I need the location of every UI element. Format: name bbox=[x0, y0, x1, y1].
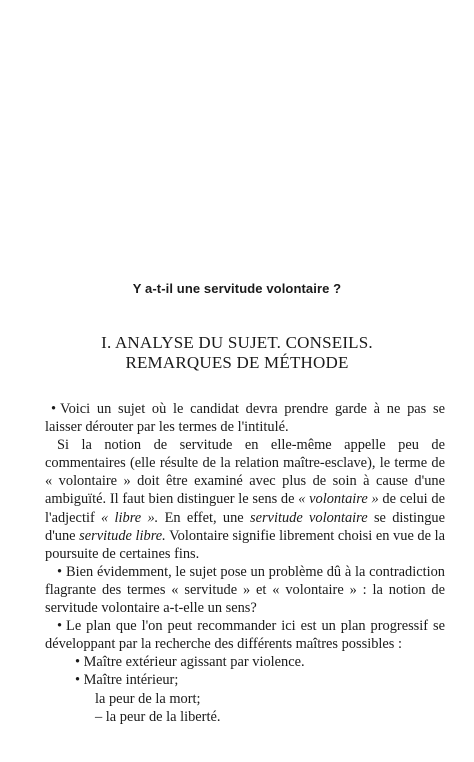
masters-list bbox=[45, 653, 445, 725]
paragraph-3-text: Bien évidemment, le sujet pose un problème dû à la contradiction flagrante des termes « servitude » et « volontaire » : la notion de servitude volontaire a-t-elle un sens? bbox=[45, 563, 445, 617]
paragraph-1-text: Voici un sujet où le candidat devra prendre garde à ne pas se laisser dérouter par les termes de l'intitulé. bbox=[45, 401, 445, 436]
sub-list-item: la peur de la mort; bbox=[95, 690, 201, 707]
paragraph-2-emphasis-3: servitude volontaire bbox=[249, 509, 368, 526]
bullet-icon: • bbox=[51, 401, 57, 417]
sub-list-item: – la peur de la liberté. bbox=[95, 708, 221, 725]
paragraph-2-text-d: se distingue d'une bbox=[45, 509, 445, 544]
section-heading-line-1: I. ANALYSE DU SUJET. CONSEILS. bbox=[101, 333, 373, 352]
paragraph-2-text-a: Si la notion de servitude en elle-même appelle peu de commentaires (elle résulte de la relation maître-esclave), le terme de « volontaire » doit être examiné avec plus de soin à cause d'une ambiguïté. Il faut bien distinguer le sens de bbox=[45, 437, 445, 508]
paragraph-2-emphasis-2: « libre ». bbox=[101, 509, 159, 526]
list-item: • Maître extérieur agissant par violence. bbox=[75, 654, 305, 671]
bullet-icon: • bbox=[57, 618, 63, 635]
bullet-icon: • bbox=[57, 563, 63, 580]
paragraph-2-emphasis-4: servitude libre. bbox=[79, 527, 166, 544]
paragraph-3 bbox=[45, 563, 445, 617]
paragraph-2 bbox=[45, 436, 445, 563]
paragraph-1 bbox=[45, 400, 445, 436]
list-item: • Maître intérieur; bbox=[75, 672, 179, 689]
paragraph-4 bbox=[45, 617, 445, 653]
paragraph-2-emphasis-1: « volontaire » bbox=[298, 491, 379, 508]
section-heading-line-2: REMARQUES DE MÉTHODE bbox=[125, 353, 349, 372]
section-heading bbox=[0, 333, 474, 373]
paragraph-2-text-b: de celui de l'adjectif bbox=[45, 491, 445, 526]
body-text bbox=[45, 400, 445, 726]
paragraph-4-text: Le plan que l'on peut recommander ici est un plan progressif se développant par la recherche des différents maîtres possibles : bbox=[45, 618, 445, 653]
paragraph-2-text-e: Volontaire signifie librement choisi en vue de la poursuite de certaines fins. bbox=[45, 527, 445, 562]
essay-question: Y a-t-il une servitude volontaire ? bbox=[132, 281, 342, 296]
paragraph-2-text-c: En effet, une bbox=[158, 509, 250, 526]
